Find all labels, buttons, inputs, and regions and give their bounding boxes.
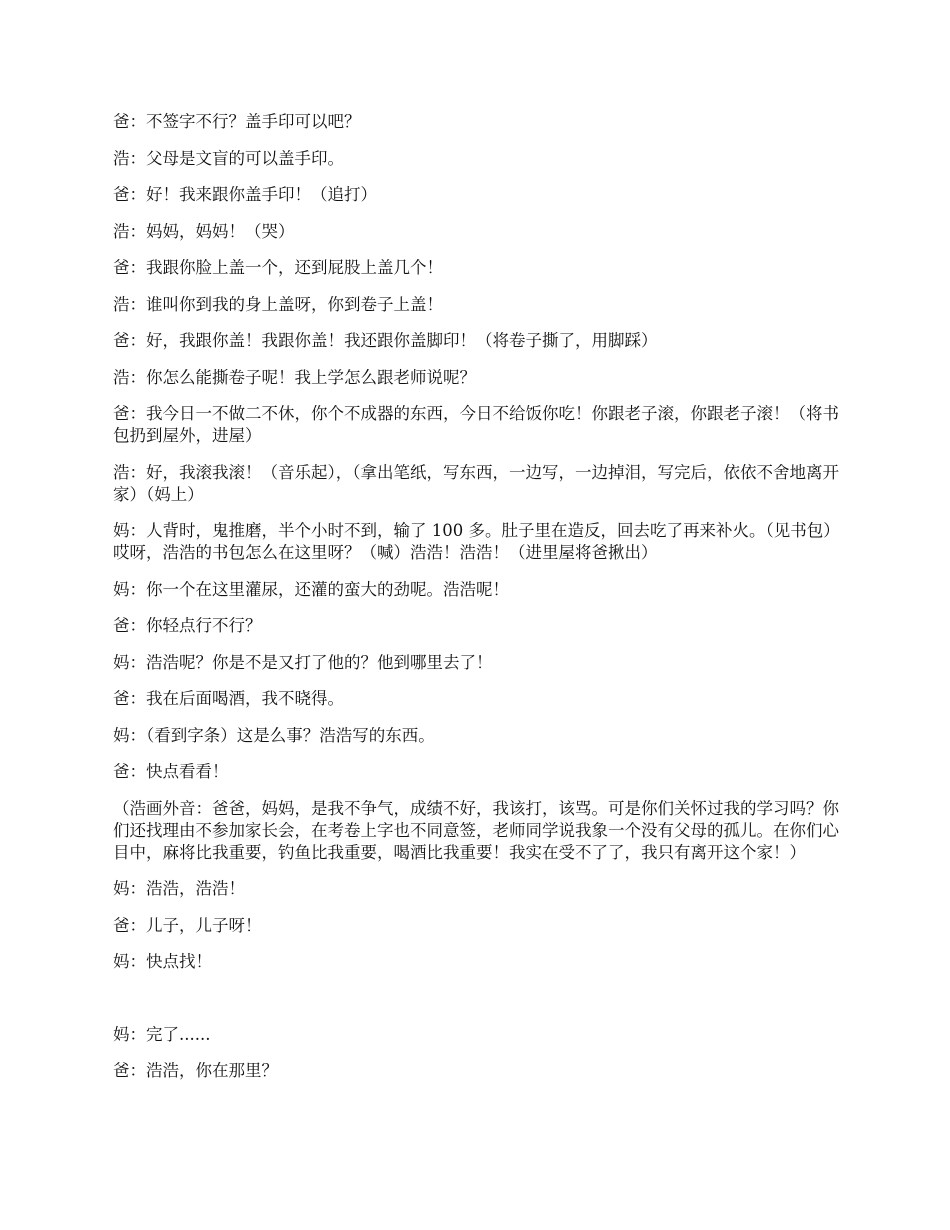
- dialogue-line: 爸：不签字不行？盖手印可以吧？: [113, 112, 361, 131]
- dialogue-line: 爸：我跟你脸上盖一个，还到屁股上盖几个！: [113, 258, 443, 277]
- dialogue-line: 妈：快点找！: [113, 952, 212, 971]
- voiceover-paragraph: （浩画外音：爸爸，妈妈，是我不争气，成绩不好，我该打，该骂。可是你们关怀过我的学习吗？你们还找理由不参加家长会，在考卷上字也不同意签，老师同学说我象一个没有父母的孤儿。在你们心目中，麻将比我重要，钓鱼比我重要，喝酒比我重要！我实在受不了了，我只有离开这个家！）: [113, 798, 839, 862]
- dialogue-line: 浩：谁叫你到我的身上盖呀，你到卷子上盖！: [113, 294, 443, 314]
- dialogue-line: 浩：好，我滚我滚！（音乐起），（拿出笔纸，写东西，一边写，一边掉泪，写完后，依依不舍地离开家）（妈上）: [113, 462, 839, 504]
- dialogue-line: 妈：浩浩，浩浩！: [113, 879, 245, 898]
- dialogue-line: 妈：人背时，鬼推磨，半个小时不到，输了 100 多。肚子里在造反，回去吃了再来补火。（见书包）哎呀，浩浩的书包怎么在这里呀？（喊）浩浩！浩浩！（进里屋将爸揪出）: [113, 521, 840, 562]
- dialogue-line: 爸：你轻点行不行？: [113, 616, 262, 635]
- dialogue-line: 妈：你一个在这里灌尿，还灌的蛮大的劲呢。浩浩呢！: [113, 579, 509, 599]
- dialogue-line: 浩：你怎么能撕卷子呢！我上学怎么跟老师说呢？: [113, 367, 476, 387]
- dialogue-line: 爸：浩浩，你在那里？: [113, 1061, 278, 1080]
- dialogue-line: 爸：我今日一不做二不休，你个不成器的东西，今日不给饭你吃！你跟老子滚，你跟老子滚！（将书包扔到屋外，进屋）: [113, 404, 839, 445]
- dialogue-line: 爸：儿子，儿子呀！: [113, 915, 262, 935]
- dialogue-line: 爸：快点看看！: [113, 762, 229, 781]
- blank-gap: [113, 988, 843, 1024]
- dialogue-line: 爸：好！我来跟你盖手印！（追打）: [113, 185, 377, 204]
- dialogue-line: 爸：好，我跟你盖！我跟你盖！我还跟你盖脚印！（将卷子撕了，用脚踩）: [113, 331, 658, 350]
- dialogue-line: 妈：（看到字条）这是么事？浩浩写的东西。: [113, 725, 435, 745]
- dialogue-line: 浩：妈妈，妈妈！（哭）: [113, 221, 295, 241]
- dialogue-line: 妈：完了......: [113, 1024, 211, 1044]
- dialogue-line: 妈：浩浩呢？你是不是又打了他的？他到哪里去了！: [113, 652, 493, 672]
- script-document: [113, 111, 843, 1097]
- dialogue-line: 浩：父母是文盲的可以盖手印。: [113, 148, 344, 168]
- dialogue-line: 爸：我在后面喝酒，我不晓得。: [113, 689, 344, 708]
